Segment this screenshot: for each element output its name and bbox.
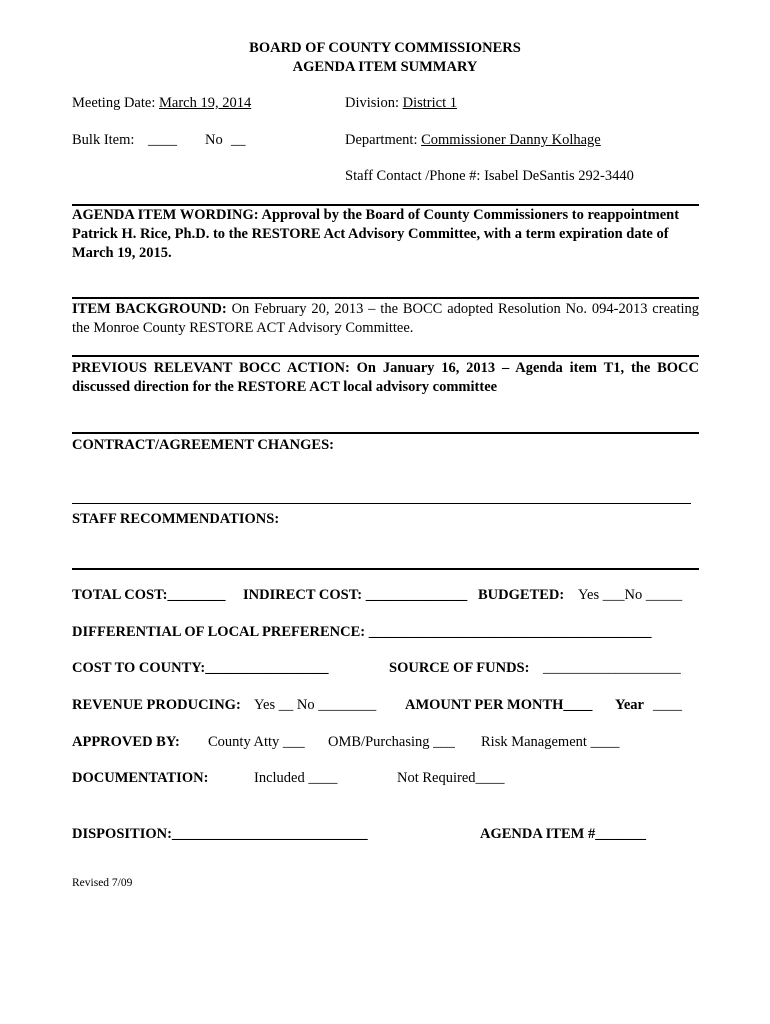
risk-management: Risk Management ____ — [481, 734, 620, 750]
year-label: Year — [615, 697, 644, 713]
agenda-wording-text: Approval by the Board of County Commissioners to reappointment Patrick H. Rice, Ph.D. to the RESTORE Act Advisory Committee, with a term expiration date of March 19, 2015. — [72, 207, 680, 261]
division-value: District 1 — [402, 95, 457, 111]
revised-note: Revised 7/09 — [72, 877, 133, 889]
previous-action-label: PREVIOUS RELEVANT BOCC ACTION: — [72, 360, 350, 376]
amount-per-month: AMOUNT PER MONTH____ — [405, 697, 593, 713]
disposition: DISPOSITION:___________________________ — [72, 826, 368, 842]
agenda-item-number: AGENDA ITEM #_______ — [480, 826, 646, 842]
meeting-date — [72, 96, 251, 111]
source-of-funds-label: SOURCE OF FUNDS: — [389, 660, 530, 676]
meeting-date-label: Meeting Date: — [72, 95, 156, 111]
documentation-included: Included ____ — [254, 770, 338, 786]
county-atty: County Atty ___ — [208, 734, 305, 750]
omb-purchasing: OMB/Purchasing ___ — [328, 734, 455, 750]
form-title: BOARD OF COUNTY COMMISSIONERS — [249, 40, 521, 56]
indirect-cost: INDIRECT COST: ______________ — [243, 587, 468, 603]
background-label: ITEM BACKGROUND: — [72, 301, 227, 317]
background-text: On February 20, 2013 – the BOCC adopted Resolution No. 094-2013 creating the Monroe County RESTORE ACT Advisory Committee. — [72, 301, 699, 336]
divider-costs — [72, 568, 699, 570]
meeting-date-value: March 19, 2014 — [158, 95, 252, 111]
previous-bocc-action — [72, 359, 699, 397]
year-blank: ____ — [653, 697, 682, 713]
bulk-item-blank: ____ — [148, 132, 177, 148]
form-subtitle: AGENDA ITEM SUMMARY — [292, 59, 478, 75]
item-background — [72, 300, 699, 338]
budgeted-label: BUDGETED: — [478, 587, 565, 603]
agenda-item-wording — [72, 206, 699, 263]
department — [345, 133, 601, 148]
total-cost: TOTAL COST:________ — [72, 587, 226, 603]
divider-contract — [72, 432, 699, 434]
department-label: Department: — [345, 132, 418, 148]
cost-to-county: COST TO COUNTY:_________________ — [72, 660, 329, 676]
divider-background — [72, 297, 699, 299]
bulk-item-label: Bulk Item: — [72, 132, 135, 148]
documentation-label: DOCUMENTATION: — [72, 770, 209, 786]
division-label: Division: — [345, 95, 399, 111]
agenda-wording-label: AGENDA ITEM WORDING: — [72, 207, 259, 223]
department-value: Commissioner Danny Kolhage — [421, 132, 601, 148]
no-label: No — [205, 132, 223, 148]
previous-action-text: On January 16, 2013 – Agenda item T1, the BOCC discussed direction for the RESTORE ACT local advisory committee — [72, 360, 699, 395]
divider-staff — [72, 503, 691, 504]
budgeted-options: Yes ___No _____ — [578, 587, 683, 603]
differential-local-preference: DIFFERENTIAL OF LOCAL PREFERENCE: _______________________________________ — [72, 624, 652, 640]
revenue-producing-label: REVENUE PRODUCING: — [72, 697, 241, 713]
no-blank: __ — [231, 132, 246, 148]
approved-by-label: APPROVED BY: — [72, 734, 180, 750]
staff-recommendations-label: STAFF RECOMMENDATIONS: — [72, 511, 280, 527]
revenue-producing-options: Yes __ No ________ — [254, 697, 377, 713]
source-of-funds-blank: ___________________ — [543, 660, 681, 676]
documentation-not-required: Not Required____ — [397, 770, 505, 786]
division — [345, 96, 457, 111]
contract-changes-label: CONTRACT/AGREEMENT CHANGES: — [72, 437, 334, 453]
divider-previous-action — [72, 355, 699, 357]
staff-contact: Staff Contact /Phone #: Isabel DeSantis 292-3440 — [345, 168, 634, 184]
